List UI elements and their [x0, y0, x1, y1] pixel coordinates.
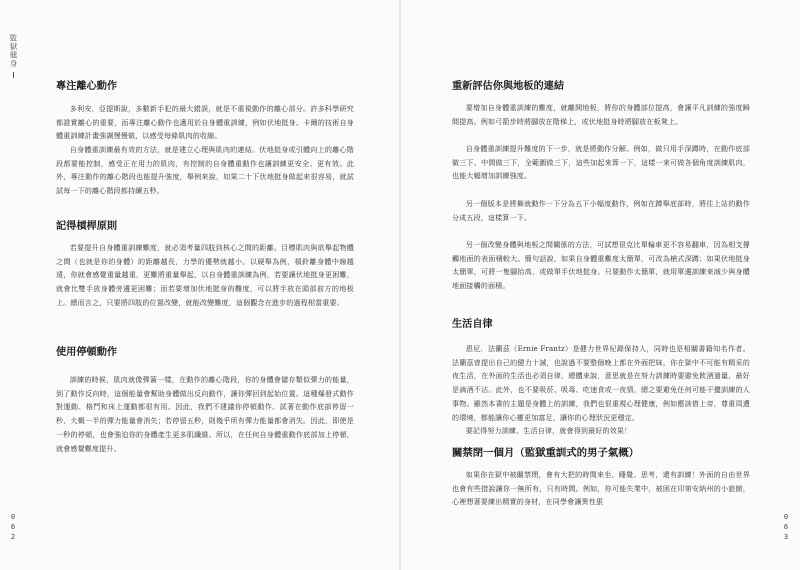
paragraph: 要增加自身體重訓練的難度，就離開地板，將你的身體部位提高，會讓平凡訓練的強度瞬間提高。例如弓箭步時將腳放在階梯上，或伏地挺身時將腳放在板凳上。	[452, 103, 750, 126]
paragraph: 另一個版本是將舞就動作一下分為五下小幅度動作，例如在蹲舉底部時，將往上站的動作分成五段，這樣算一下。	[452, 199, 750, 222]
section-heading-leverage: 記得槓桿原則	[56, 221, 118, 232]
section-heading-eccentric: 專注離心動作	[56, 81, 118, 92]
paragraph: 恩尼．法蘭茲（Ernie Frantz）是健力世界紀錄保持人，同時也是相關書籍知名作者。法蘭茲曾提出自己的健力十誡，也說過不要整個晚上都在外面把妹，你在獄中不可能有精采的夜生活，在外面的生活也必須自律，總體來說，意思就是在努力訓練時要避免飲酒過量，最好是滴酒不沾。此外，也不要吸菸、吸毒、吃速食或一夜情，總之要避免任何可能干擾訓練的人事物。雖然本書的主題是身體上的訓練，我們也很重視心理健康，例如應該借上帝，尊重周遭的環境，都能讓你心靈更加富足，讓你的心理狀況更穩定。	[452, 344, 750, 422]
paragraph: 要記得努力訓練、生活自律，就會得到最好的效果！	[465, 426, 632, 435]
running-head-rule	[13, 72, 14, 78]
paragraph: 自身體重訓練最有效的方法，就是建立心理與肌肉的連結。伏地挺身或引體向上的離心階段都要能控制，感受正在用力的肌肉，有控制的自身體重動作也讓訓練更安全、更有效。此外，專注動作的離心階段也能提升強度，舉例來說，如果二十下伏地挺身做起來很容易，就試試每一下的離心階段都持續五秒。	[56, 145, 354, 196]
paragraph: 如果你在獄中被關禁閉，會有大把的時間來坐、睡覺、思考，還有訓練！外面的自由世界也會有些措說讓你一無所有，只有時間。例如，你可能失業中，被困在印第安納州的小旅館，心裡想著要練出精實的身材，在同學會讓異性狠	[452, 470, 750, 507]
paragraph: 另一個改變身體與地板之間關係的方法，可試想很克比單輪車更不容易翻車，因為相支撐觸地面的表面積較大。簡句話說，如果自身體重難度太簡單，可改為槍式深蹲；如果伏地挺身太簡單，可將一隻腳抬高，或做單手伏地挺身。只要動作太簡單，就用單邊訓練來減少與身體地面接觸的面積。	[452, 240, 750, 291]
paragraph: 多利安．亞提斯說，多數新手犯的最大錯誤，就是不重視動作的離心部分。許多科學研究都證實離心的重要，而專注離心動作也適用於自身體重訓練，例如伏地挺身。卡爾的技術自身體重訓練計畫強調慢慢做，以感受每條肌肉的收縮。	[56, 104, 354, 141]
right-page	[400, 0, 800, 570]
section-heading-discipline: 生活自律	[452, 319, 493, 330]
page-number-right: 0 6 3	[783, 513, 789, 541]
paragraph: 若要提升自身體重訓練難度，就必須考量四肢到核心之間的距離。目標肌肉與欲舉起物體之間（也就是你的身體）的距離越長，力學的優勢就越小。以硬舉為例，槓鈴離身體中線越遠，你就會感覺重量越重，更難將重量舉起，以自身體重訓練為例，若要讓伏地挺身更困難，就會比雙手放身體旁邊更困難；而若要增加伏地挺身的難度，可以將手放在頭部前方的地板上。總而言之，只要將四肢的位置改變，就能改變難度，這個觀念在進步的過程相當重要。	[56, 243, 354, 307]
box-heading: 關禁閉一個月（監獄重訓式的男子氣概）	[452, 447, 640, 459]
section-heading-pause: 使用停頓動作	[56, 347, 118, 358]
paragraph: 自身體重訓練提升難度的下一步，就是將動作分解。例如，做只用手深蹲時，在動作底部做三下、中間做三下，全範圍做三下，這些加起來算一下，這樣一來可做各個角度訓練肌肉，也能大幅增加訓練強度。	[452, 144, 750, 181]
section-heading-floor: 重新評估你與地板的連結	[452, 81, 565, 92]
running-head: 監獄健身	[9, 34, 18, 68]
page-number-left: 0 6 2	[10, 513, 16, 541]
paragraph: 訓練的時候，肌肉就像彈簧一樣，在動作的離心階段，你的身體會儲存類似彈力的能量，到了動作反向時，這個能量會幫助身體做出反向動作，讓你彈回到起始位置。這種爆發式動作對運動、格鬥和床上運動都很有用。因此，我們不建議你停頓動作。試著在動作底部停留一秒，大概一半的彈力能量會消失；若停留五秒，則幾乎所有彈力能量都會消失。因此，即使是一秒的停頓，也會強迫你的身體產生更多肌纖維。所以，在任何自身體重動作底部加上停頓，就會感覺難度提升。	[56, 375, 354, 453]
